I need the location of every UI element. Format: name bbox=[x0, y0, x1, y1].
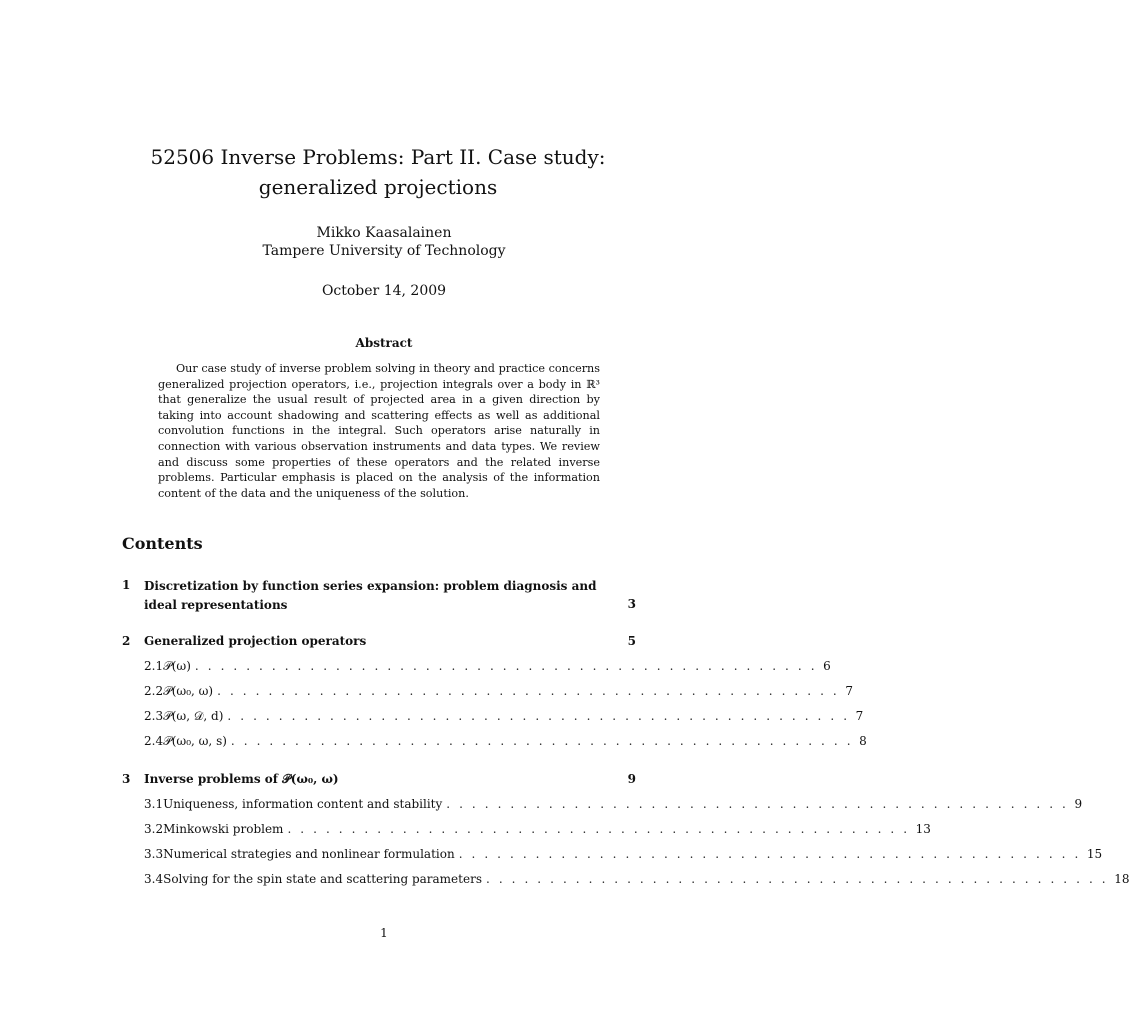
page-number: 1 bbox=[380, 926, 388, 940]
toc-leader-dots: . . . . . . . . . . . . . . . . . . . . . . . . . . . . . . . . . . . . . . . . . . . . . . . . . bbox=[194, 659, 818, 673]
toc-subsection-title: 𝒫(ω) bbox=[163, 659, 191, 673]
toc-subsection-number: 2.2 bbox=[144, 684, 164, 698]
toc-subsection-2-1[interactable] bbox=[122, 658, 831, 674]
toc-subsection-title: Uniqueness, information content and stability bbox=[163, 797, 443, 811]
toc-subsection-number: 3.3 bbox=[144, 847, 164, 861]
toc-subsection-title: 𝒫(ω₀, ω, s) bbox=[163, 734, 227, 748]
toc-page-number: 15 bbox=[1086, 847, 1103, 861]
toc-page-number: 5 bbox=[627, 634, 636, 648]
toc-page-number: 18 bbox=[1114, 872, 1129, 886]
paper-title: 52506 Inverse Problems: Part II. Case study: generalized projections bbox=[150, 145, 606, 199]
toc-leader-dots: . . . . . . . . . . . . . . . . . . . . . . . . . . . . . . . . . . . . . . . . . . . . . . . . . bbox=[227, 709, 850, 723]
toc-section-3[interactable] bbox=[122, 771, 636, 787]
toc-subsection-number: 2.1 bbox=[144, 659, 164, 673]
toc-subsection-title: Minkowski problem bbox=[163, 822, 284, 836]
toc-subsection-title: 𝒫(ω₀, ω) bbox=[163, 684, 214, 698]
toc-section-title: Discretization by function series expansion: problem diagnosis and ideal representations bbox=[144, 579, 597, 612]
toc-leader-dots: . . . . . . . . . . . . . . . . . . . . . . . . . . . . . . . . . . . . . . . . . . . . . . . . . bbox=[458, 847, 1081, 861]
toc-subsection-number: 3.2 bbox=[144, 822, 164, 836]
toc-subsection-3-1[interactable] bbox=[122, 796, 1083, 812]
toc-subsection-title: Numerical strategies and nonlinear formulation bbox=[163, 847, 455, 861]
toc-section-title: Inverse problems of 𝒫(ω₀, ω) bbox=[144, 772, 339, 786]
toc-subsection-number: 2.4 bbox=[144, 734, 164, 748]
toc-subsection-number: 2.3 bbox=[144, 709, 164, 723]
toc-section-number: 1 bbox=[122, 578, 131, 592]
toc-leader-dots: . . . . . . . . . . . . . . . . . . . . . . . . . . . . . . . . . . . . . . . . . . . . . . . . . bbox=[287, 822, 910, 836]
toc-page-number: 8 bbox=[859, 734, 867, 748]
author-name: Mikko Kaasalainen bbox=[316, 225, 452, 241]
abstract-text: Our case study of inverse problem solving in theory and practice concerns generalized projection operators, i.e., projection integrals over a body in ℝ³ that generalize the usual result of projected area in a given direction by taking into account shadowing and scattering effects as well as additional convolution functions in the integral. Such operators arise naturally in connection with various observation instruments and data types. We review and discuss some properties of these operators and the related inverse problems. Particular emphasis is placed on the analysis of the information content of the data and the uniqueness of the solution. bbox=[158, 362, 600, 500]
toc-subsection-title: 𝒫(ω, 𝒟, d) bbox=[163, 709, 224, 723]
toc-page-number: 9 bbox=[627, 772, 636, 786]
contents-heading: Contents bbox=[122, 534, 203, 553]
toc-page-number: 13 bbox=[915, 822, 931, 836]
toc-page-number: 6 bbox=[823, 659, 831, 673]
toc-leader-dots: . . . . . . . . . . . . . . . . . . . . . . . . . . . . . . . . . . . . . . . . . . . . . . . . . bbox=[485, 872, 1109, 886]
toc-page-number: 7 bbox=[855, 709, 864, 723]
toc-section-2[interactable] bbox=[122, 633, 636, 649]
toc-section-number: 3 bbox=[122, 772, 131, 786]
toc-page-number: 9 bbox=[1074, 797, 1083, 811]
toc-leader-dots: . . . . . . . . . . . . . . . . . . . . . . . . . . . . . . . . . . . . . . . . . . . . . . . . . bbox=[230, 734, 854, 748]
toc-page-number: 7 bbox=[845, 684, 853, 698]
toc-section-number: 2 bbox=[122, 634, 131, 648]
toc-leader-dots: . . . . . . . . . . . . . . . . . . . . . . . . . . . . . . . . . . . . . . . . . . . . . . . . . bbox=[446, 797, 1069, 811]
author-affiliation: Tampere University of Technology bbox=[262, 243, 506, 259]
abstract-heading: Abstract bbox=[355, 336, 413, 350]
toc-section-title: Generalized projection operators bbox=[144, 634, 367, 648]
toc-subsection-2-4[interactable] bbox=[122, 733, 867, 749]
toc-page-number: 3 bbox=[627, 597, 636, 611]
toc-subsection-2-3[interactable] bbox=[122, 708, 864, 724]
toc-leader-dots: . . . . . . . . . . . . . . . . . . . . . . . . . . . . . . . . . . . . . . . . . . . . . . . . . bbox=[217, 684, 840, 698]
toc-subsection-3-3[interactable] bbox=[122, 846, 1103, 862]
toc-subsection-3-2[interactable] bbox=[122, 821, 931, 837]
toc-subsection-3-4[interactable] bbox=[122, 871, 1129, 887]
toc-subsection-title: Solving for the spin state and scattering parameters bbox=[163, 872, 482, 886]
toc-subsection-number: 3.1 bbox=[144, 797, 164, 811]
paper-date: October 14, 2009 bbox=[321, 283, 447, 299]
toc-subsection-2-2[interactable] bbox=[122, 683, 853, 699]
toc-subsection-number: 3.4 bbox=[144, 872, 164, 886]
toc-section-1[interactable] bbox=[122, 577, 636, 615]
